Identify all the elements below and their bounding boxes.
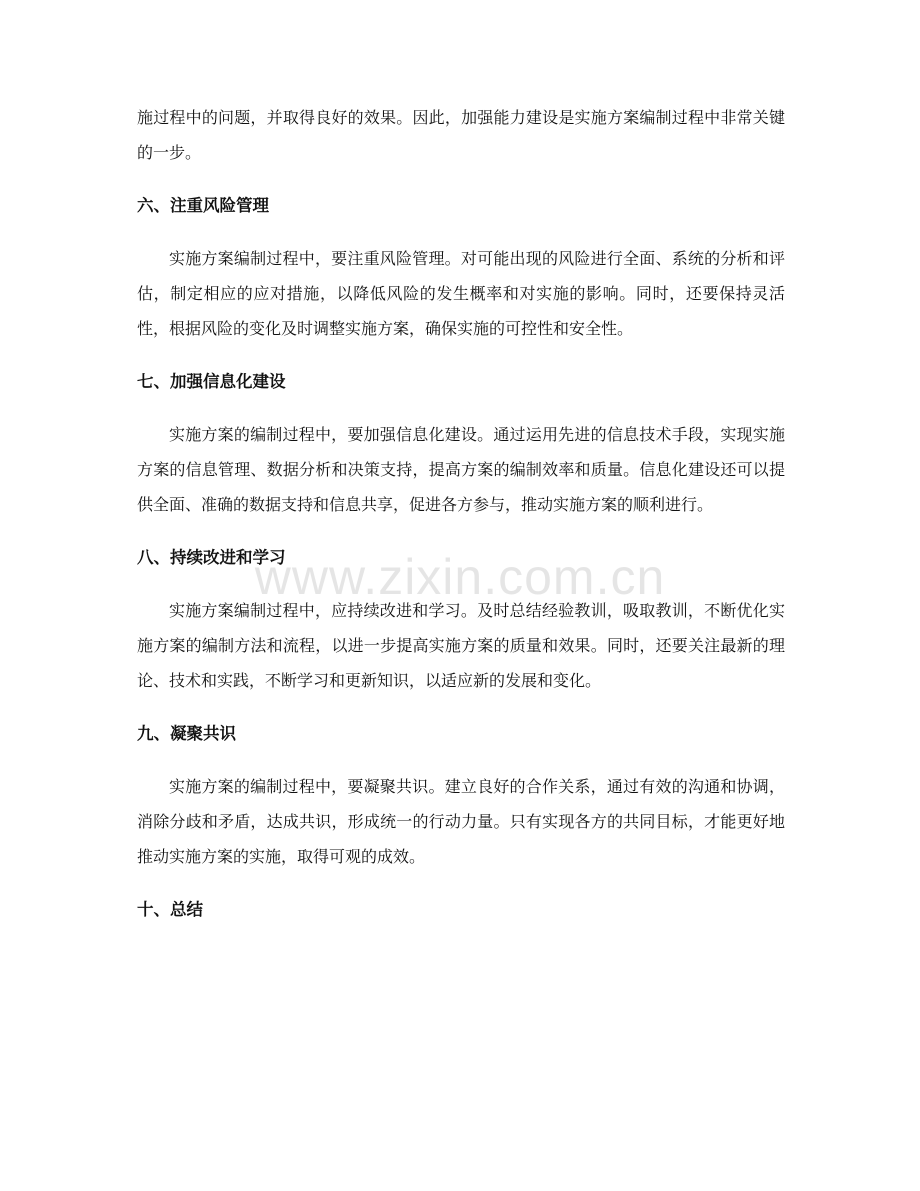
intro-paragraph: 施过程中的问题，并取得良好的效果。因此，加强能力建设是实施方案编制过程中非常关键的一步。	[137, 108, 785, 162]
section-heading-10: 十、总结	[137, 900, 203, 919]
section-heading-8: 八、持续改进和学习	[137, 548, 286, 567]
watermark-text: www.zixin.com.cn	[254, 549, 666, 605]
section-body-7: 实施方案的编制过程中，要加强信息化建设。通过运用先进的信息技术手段，实现实施方案的信息管理、数据分析和决策支持，提高方案的编制效率和质量。信息化建设还可以提供全面、准确的数据支持和信息共享，促进各方参与，推动实施方案的顺利进行。	[137, 425, 785, 514]
section-heading-6: 六、注重风险管理	[137, 196, 269, 215]
section-heading-9: 九、凝聚共识	[137, 724, 236, 743]
section-heading-7: 七、加强信息化建设	[137, 372, 286, 391]
section-body-6: 实施方案编制过程中，要注重风险管理。对可能出现的风险进行全面、系统的分析和评估，制定相应的应对措施，以降低风险的发生概率和对实施的影响。同时，还要保持灵活性，根据风险的变化及时调整实施方案，确保实施的可控性和安全性。	[137, 249, 785, 338]
section-body-9: 实施方案的编制过程中，要凝聚共识。建立良好的合作关系，通过有效的沟通和协调，消除分歧和矛盾，达成共识，形成统一的行动力量。只有实现各方的共同目标，才能更好地推动实施方案的实施，取得可观的成效。	[137, 777, 785, 866]
section-body-8: 实施方案编制过程中，应持续改进和学习。及时总结经验教训，吸取教训，不断优化实施方案的编制方法和流程，以进一步提高实施方案的质量和效果。同时，还要关注最新的理论、技术和实践，不断学习和更新知识，以适应新的发展和变化。	[137, 601, 785, 690]
document-page	[137, 100, 785, 927]
